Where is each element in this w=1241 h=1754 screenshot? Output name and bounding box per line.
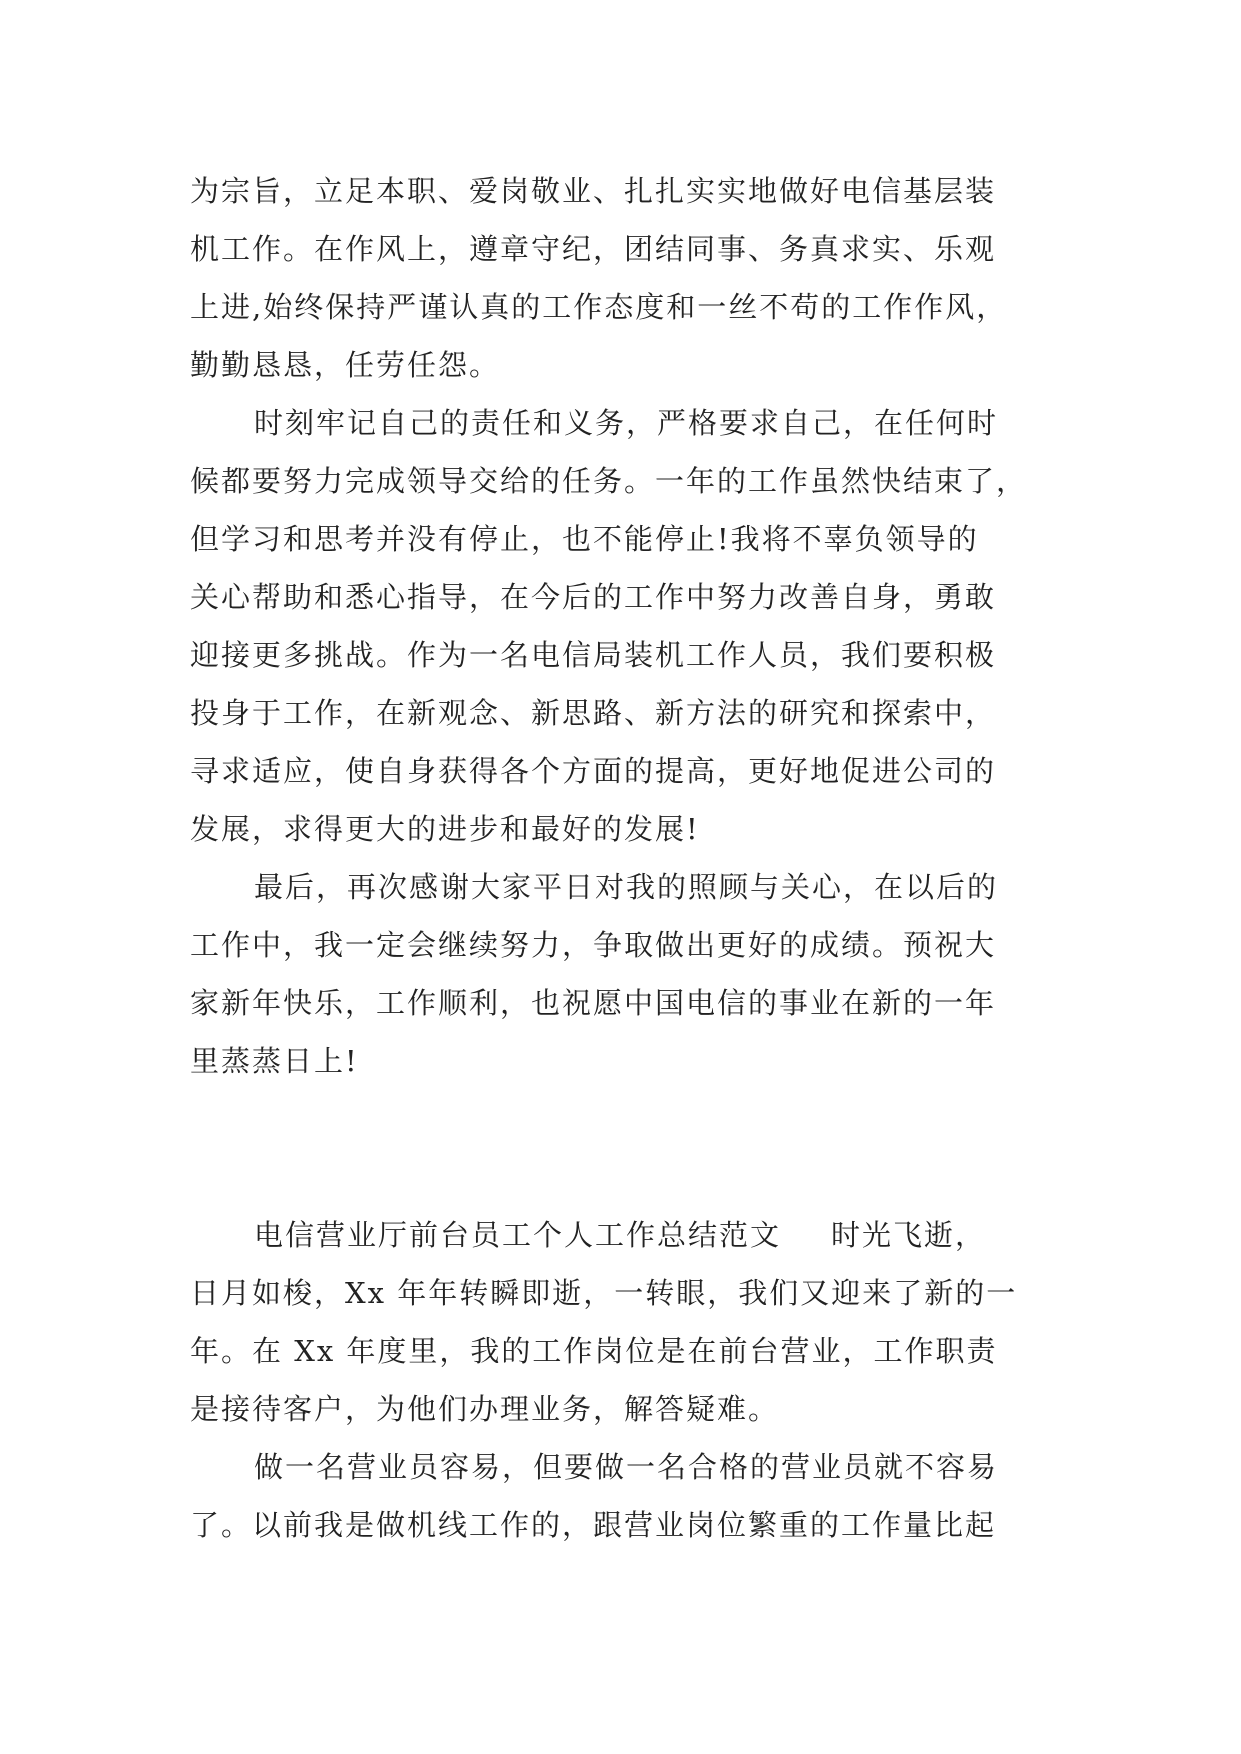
paragraph-first-line: 最后，再次感谢大家平日对我的照顾与关心，在以后的 bbox=[254, 870, 999, 904]
text-line: 家新年快乐，工作顺利，也祝愿中国电信的事业在新的一年 bbox=[190, 986, 997, 1020]
section-spacer bbox=[190, 1090, 1090, 1206]
text-line: 寻求适应，使自身获得各个方面的提高，更好地促进公司的 bbox=[190, 754, 997, 788]
document-body bbox=[190, 162, 1090, 1554]
text-line: 是接待客户，为他们办理业务，解答疑难。 bbox=[190, 1392, 780, 1426]
text-line: 机工作。在作风上，遵章守纪，团结同事、务真求实、乐观 bbox=[190, 232, 997, 266]
section-title-line bbox=[190, 1206, 1090, 1264]
paragraph-first-line: 做一名营业员容易，但要做一名合格的营业员就不容易 bbox=[254, 1450, 999, 1484]
paragraph-first-line: 时刻牢记自己的责任和义务，严格要求自己，在任何时 bbox=[254, 406, 999, 440]
text-line: 但学习和思考并没有停止，也不能停止!我将不辜负领导的 bbox=[190, 522, 979, 556]
section-title: 电信营业厅前台员工个人工作总结范文 bbox=[254, 1218, 782, 1252]
text-line: 工作中，我一定会继续努力，争取做出更好的成绩。预祝大 bbox=[190, 928, 997, 962]
text-line: 了。以前我是做机线工作的，跟营业岗位繁重的工作量比起 bbox=[190, 1508, 997, 1542]
text-line: 上进,始终保持严谨认真的工作态度和一丝不苟的工作作风， bbox=[190, 290, 1008, 324]
text-line: 发展，求得更大的进步和最好的发展! bbox=[190, 812, 700, 846]
text-line: 勤勤恳恳，任劳任怨。 bbox=[190, 348, 501, 382]
text-line: 迎接更多挑战。作为一名电信局装机工作人员，我们要积极 bbox=[190, 638, 997, 672]
text-line: 候都要努力完成领导交给的任务。一年的工作虽然快结束了， bbox=[190, 464, 1028, 498]
text-line: 投身于工作，在新观念、新思路、新方法的研究和探索中， bbox=[190, 696, 997, 730]
text-line: 为宗旨，立足本职、爱岗敬业、扎扎实实地做好电信基层装 bbox=[190, 174, 997, 208]
text-line: 日月如梭，Xx 年年转瞬即逝，一转眼，我们又迎来了新的一 bbox=[190, 1276, 1018, 1310]
text-line: 关心帮助和悉心指导，在今后的工作中努力改善自身，勇敢 bbox=[190, 580, 997, 614]
text-line: 里蒸蒸日上! bbox=[190, 1044, 359, 1078]
text-line: 年。在 Xx 年度里，我的工作岗位是在前台营业，工作职责 bbox=[190, 1334, 998, 1368]
title-line-rest: 时光飞逝， bbox=[831, 1218, 987, 1252]
